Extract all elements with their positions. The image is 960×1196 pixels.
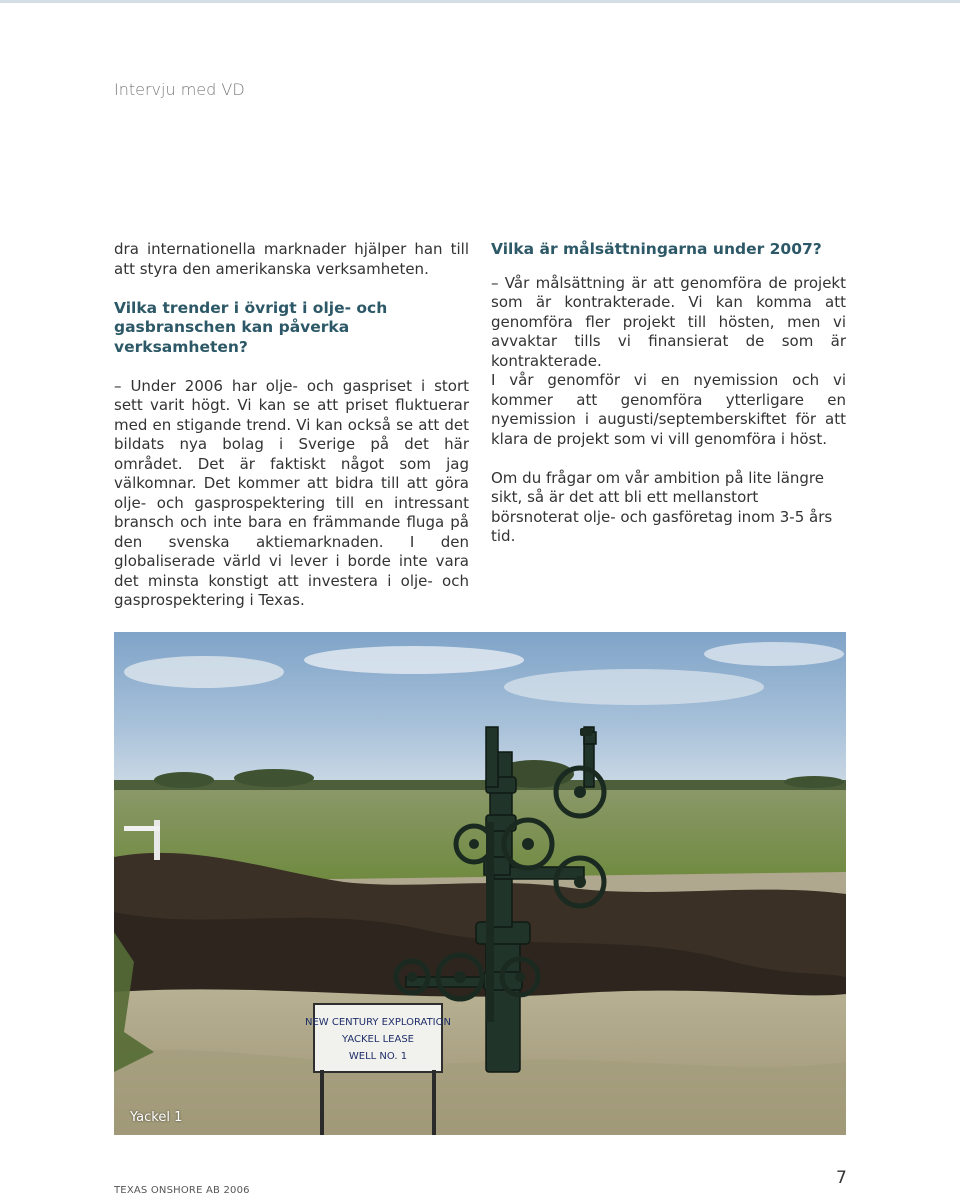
- page-number: 7: [836, 1168, 847, 1188]
- left-paragraph-2: – Under 2006 har olje- och gaspriset i stort sett varit högt. Vi kan se att priset fluktuerar med en stigande trend. Vi kan också se att det bildats nya bolag i Sverige på det här området. Det är faktiskt något som jag välkomnar. Det kommer att bidra till att göra olje- och gasprospektering till en intressant bransch och inte bara en främmande fluga på den svenska aktiemarknaden. I den globaliserade värld vi lever i borde inte vara det minsta konstigt att investera i olje- och gasprospektering i Texas.: [114, 376, 469, 609]
- section-label: Intervju med VD: [114, 80, 245, 99]
- top-rule: [0, 0, 960, 3]
- left-paragraph-1: dra internationella marknader hjälper han till att styra den amerikanska verksamheten.: [114, 240, 469, 278]
- sign-line-1: NEW CENTURY EXPLORATION: [305, 1017, 451, 1028]
- right-question-1: Vilka är målsättningarna under 2007?: [491, 240, 822, 258]
- right-paragraph-1: – Vår målsättning är att genomföra de projekt som är kontrakterade. Vi kan komma att genomföra fler projekt till hösten, men vi avvaktar tills vi finansierat de som är kontrakterade.: [491, 273, 846, 370]
- wellhead-photo: [114, 632, 846, 1135]
- sign-line-3: WELL NO. 1: [348, 1051, 408, 1062]
- photo-caption: Yackel 1: [130, 1110, 183, 1125]
- left-column: [114, 240, 469, 611]
- right-paragraph-3: Om du frågar om vår ambition på lite längre sikt, så är det att bli ett mellanstort börsnoterat olje- och gasföretag inom 3-5 års tid.: [491, 468, 833, 545]
- left-question-1: Vilka trender i övrigt i olje- och gasbranschen kan påverka verksamheten?: [114, 298, 388, 356]
- footer-company: TEXAS ONSHORE AB 2006: [114, 1185, 250, 1196]
- right-paragraph-2: I vår genomför vi en nyemission och vi kommer att genomföra ytterligare en nyemission i augusti/septemberskiftet för att klara de projekt som vi vill genomföra i höst.: [491, 371, 846, 448]
- sign-line-2: YACKEL LEASE: [341, 1034, 415, 1045]
- right-column: [491, 240, 846, 547]
